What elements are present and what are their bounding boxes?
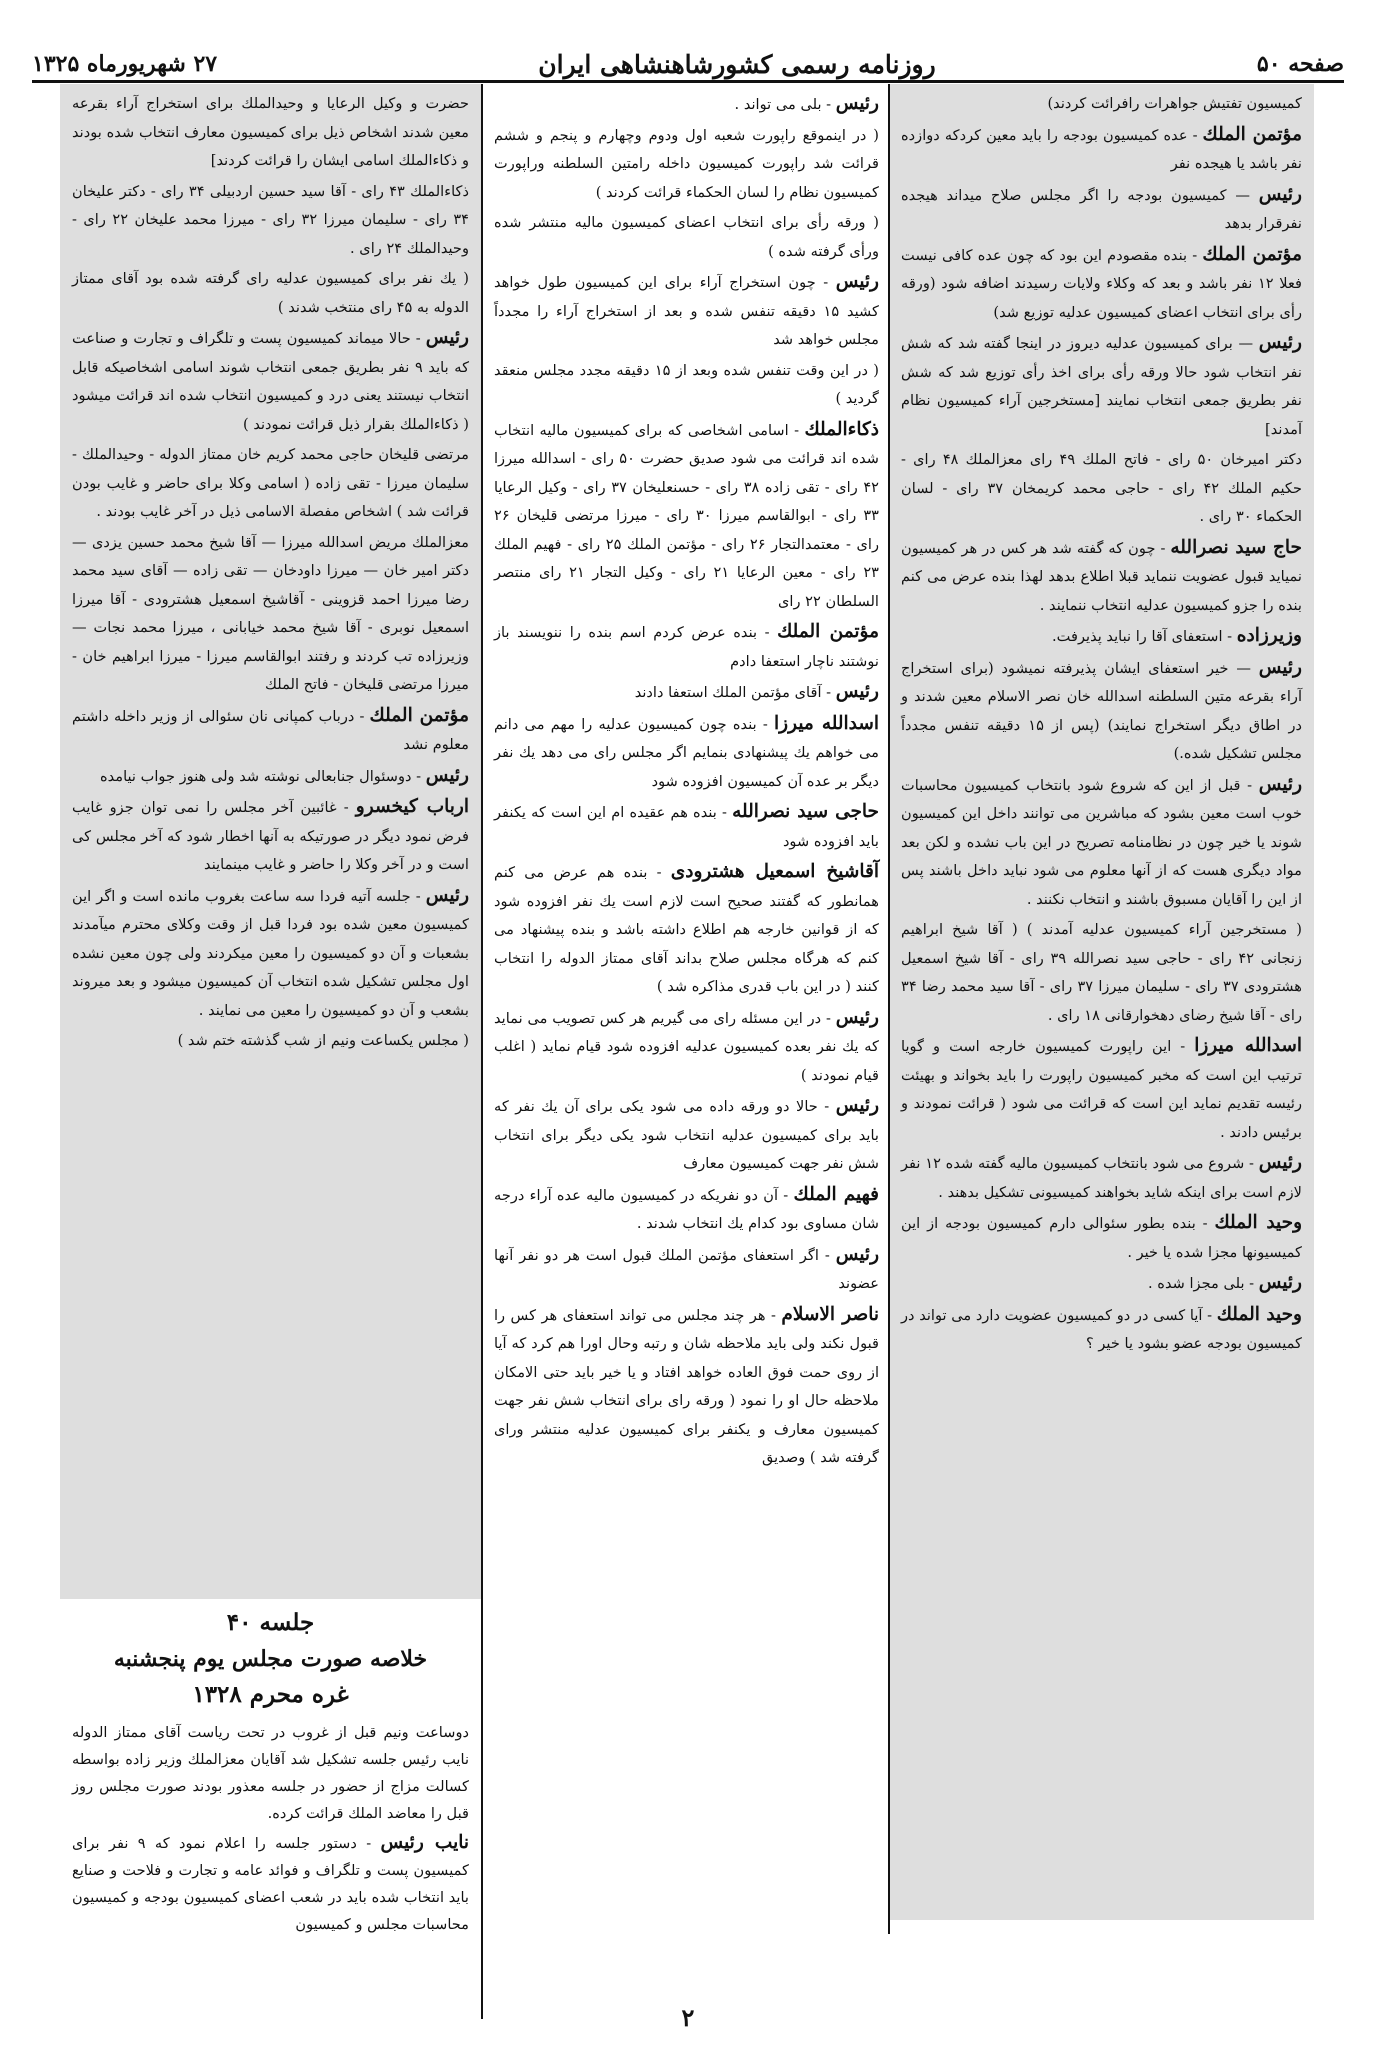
paragraph xyxy=(494,209,879,266)
speaker-name: وحید الملك xyxy=(1216,1303,1302,1325)
column-right xyxy=(889,84,1314,1920)
paragraph xyxy=(72,702,469,760)
paragraph xyxy=(494,1241,879,1299)
speaker-name: نایب رئیس xyxy=(380,1832,469,1853)
paragraph-text: - این راپورت کمیسیون خارجه است و گویا ترتیب این است که مخبر کمیسیون راپورت را باید بخواند و بهیئت رئیسه تقدیم نماید این است که قرائت می شود ( قرائت نمودند و برئیس دادند . xyxy=(901,1038,1302,1141)
paragraph xyxy=(901,1032,1302,1147)
session-heading xyxy=(72,1605,469,1713)
speaker-name: ارباب کیخسرو xyxy=(355,796,469,817)
speaker-name: رئیس xyxy=(835,1095,880,1116)
speaker-name: رئیس xyxy=(425,884,470,906)
paragraph-text: - بنده عرض کردم اسم بنده را ننویسند باز نوشتند ناچار استعفا دادم xyxy=(494,624,879,670)
paragraph-text: - درباب کمپانی نان سئوالی از وزیر داخله داشتم معلوم نشد xyxy=(72,707,469,753)
speaker-name: ناصر الاسلام xyxy=(781,1303,879,1325)
paragraph-text: - عده کمیسیون بودجه را باید معین کردکه دوازده نفر باشد یا هیجده نفر xyxy=(901,126,1302,172)
paragraph-text: - حالا میماند کمیسیون پست و تلگراف و تجارت و صناعت که باید ۹ نفر بطریق جمعی انتخاب شوند اسامی اشخاصیکه قابل انتخاب نیستند یعنی درد و کمیسیون انتخاب شده اند قرائت میشود ( ذکاءالملك بقرار ذیل قرائت نمودند ) xyxy=(72,330,470,433)
paragraph-text: - دوسئوال جنابعالی نوشته شد ولی هنوز جواب نیامده xyxy=(99,767,422,785)
paragraph-text: دکتر امیرخان ۵۰ رای - فاتح الملك ۴۹ رای معزالملك ۴۸ رای - حکیم الملك ۴۲ رای - حاجی محمد کریمخان ۳۷ رای - لسان الحکماء ۳۰ رای . xyxy=(901,451,1303,525)
paragraph-text: - بنده چون کمیسیون عدلیه را مهم می دانم می خواهم یك پیشنهادی بنمایم اگر مجلس رای می دهد یك نفر دیگر بر عده آن کمیسیون افزوده شود xyxy=(494,715,879,790)
paragraph-text: - اگر استعفای مؤتمن الملك قبول است هر دو نفر آنها عضوند xyxy=(494,1246,879,1292)
paragraph-text: — کمیسیون بودجه را اگر مجلس صلاح میداند هیجده نفرقرار بدهد xyxy=(901,186,1302,232)
paragraph-text: - قبل از این که شروع شود بانتخاب کمیسیون محاسبات خوب است معین بشود که مباشرین می توانند داخل این کمیسیون شوند یا خیر چون در نظامنامه تصریح در این باب نشده و لکن بعد مواد دیگری هست که از آنها معلوم می شود نباید داخل باشند پس از این را آقایان مسبوق باشند و انتخاب نکنند . xyxy=(901,776,1302,908)
speaker-name: رئیس xyxy=(1258,183,1302,205)
column-middle xyxy=(482,84,891,2004)
issue-date: ۲۷ شهریورماه ۱۳۲۵ xyxy=(32,51,218,77)
speaker-name: رئیس xyxy=(835,271,879,292)
paragraph-text: حضرت و وکیل الرعایا و وحیدالملك برای استخراج آراء بقرعه معین شدند اشخاص ذیل برای کمیسیون معارف انتخاب شده بودند و ذکاءالملك اسامی ایشان را قرائت کردند] xyxy=(72,95,469,169)
paragraph xyxy=(494,268,879,355)
paragraph xyxy=(901,90,1302,119)
newspaper-title: روزنامه رسمی کشورشاهنشاهی ایران xyxy=(538,49,936,79)
speaker-name: مؤتمن الملك xyxy=(1202,243,1302,265)
paragraph-text: - دستور جلسه را اعلام نمود که ۹ نفر برای کمیسیون پست و تلگراف و فوائد عامه و تجارت و فلاحت و صنایع باید انتخاب شده باید در شعب اعضای کمیسیون بودجه و کمیسیون محاسبات مجلس و کمیسیون xyxy=(72,1835,469,1933)
paragraph xyxy=(72,762,469,792)
paragraph xyxy=(901,622,1302,652)
column-divider xyxy=(481,84,483,2019)
speaker-name: آقاشیخ اسمعیل هشترودی xyxy=(670,861,879,882)
paragraph-text: - در این مسئله رای می گیریم هر کس تصویب می نماید که یك نفر بعده کمیسیون عدلیه افزوده شود قیام نماید ( اغلب قیام نمودند ) xyxy=(494,1009,879,1084)
paragraph xyxy=(494,858,879,1002)
page-marker: ۲ xyxy=(681,2003,695,2032)
paragraph-text: — برای کمیسیون عدلیه دیروز در اینجا گفته شد که شش نفر انتخاب شود حالا ورقه رأی برای اخذ رأی توزیع شد که شش نفر بطریق جمعی انتخاب نمایند [مستخرجین آراء کمیسیون نظام آمدند] xyxy=(901,335,1302,438)
paragraph xyxy=(494,1301,879,1473)
paragraph xyxy=(494,798,879,856)
speaker-name: وزیرزاده xyxy=(1236,625,1302,646)
column-left xyxy=(60,84,481,1599)
speaker-name: مؤتمن الملك xyxy=(777,621,880,642)
paragraph-text: ( مجلس یکساعت ونیم از شب گذشته ختم شد ) xyxy=(177,1032,469,1049)
paragraph xyxy=(72,324,469,439)
paragraph-text: — خیر استعفای ایشان پذیرفته نمیشود (برای استخراج آراء بقرعه متین السلطنه اسدالله خان نصر الاسلام معین شدند و در اطاق دیگر استخراج نمایند) (پس از ۱۵ دقیقه تنفس مجدداً مجلس تشکیل شده.) xyxy=(901,659,1302,762)
paragraph-text: - شروع می شود بانتخاب کمیسیون مالیه گفته شده ۱۲ نفر لازم است برای اینکه شاید بخواهند کمیسیونی تشکیل بدهند . xyxy=(901,1155,1302,1201)
paragraph-text: - بنده هم عرض می کنم همانطور که گفتند صحیح است لازم است یك نفر افزوده شود که از قوانین خارجه هم اطلاع داشته باشد و بنده پیشنهاد می کنم که هرگاه مجلس صلاح بداند آقای ممتاز الدوله را انتخاب کنند ( در این باب قدری مذاکره شد ) xyxy=(494,864,879,995)
speaker-name: رئیس xyxy=(835,1006,879,1028)
paragraph xyxy=(72,793,469,880)
paragraph-text: ذکاءالملك ۴۳ رای - آقا سید حسین اردبیلی ۳۴ رای - دکتر علیخان ۳۴ رای - سلیمان میرزا ۳۲ رای - میرزا محمد علیخان ۲۲ رای - وحیدالملك ۲۴ رای . xyxy=(72,182,470,257)
paragraph-text: - بلی می تواند . xyxy=(734,96,832,113)
speaker-name: رئیس xyxy=(1258,656,1302,678)
paragraph xyxy=(901,241,1302,328)
paragraph xyxy=(494,618,879,676)
speaker-name: فهیم الملك xyxy=(793,1183,879,1205)
paragraph-text: ( ورقه رأی برای انتخاب اعضای کمیسیون مالیه منتشر شده ورأی گرفته شده ) xyxy=(494,214,879,260)
paragraph-text: ( یك نفر برای کمیسیون عدلیه رای گرفته شده بود آقای ممتاز الدوله به ۴۵ رای منتخب شدند ) xyxy=(72,270,469,316)
paragraph-text: - هر چند مجلس می تواند استعفای هر کس را قبول نکند ولی باید ملاحظه شان و رتبه وحال اورا هم کرد که آیا از روی حمت فوق العاده خواهد افتاد و یا خیر باید حتی الامکان ملاحظه حال او را نمود ( ورقه رای برای انتخاب شش نفر جهت کمیسیون معارف و یکنفر برای کمیسیون عدلیه منتشر ورای گرفته شد ) وصدیق xyxy=(494,1306,879,1466)
paragraph xyxy=(494,416,879,617)
paragraph xyxy=(72,441,469,527)
paragraph-text: - چون که گفته شد هر کس در هر کمیسیون نمیاید قبول عضویت ننماید قبلا اطلاع بدهد لهذا بنده عرض می کنم بنده را جزو کمیسیون عدلیه انتخاب ننمایند . xyxy=(901,539,1302,614)
paragraph-text: کمیسیون تفتیش جواهرات رافرائت کردند) xyxy=(1047,95,1302,112)
paragraph xyxy=(72,882,469,1026)
header-rule xyxy=(32,80,1344,83)
session-date: غره محرم ۱۳۲۸ xyxy=(192,1681,349,1708)
paragraph-text: - اسامی اشخاصی که برای کمیسیون مالیه انتخاب شده اند قرائت می شود صدیق حضرت ۵۰ رای - اسدالله میرزا ۴۲ رای - تقی زاده ۳۸ رای - حسنعلیخان ۳۷ رای - وکیل الرعایا ۳۳ رای - ابوالقاسم میرزا ۳۰ رای - میرزا مرتضی قلیخان ۲۶ رای - معتمدالتجار ۲۶ رای - مؤتمن الملك ۲۵ رای - فهیم الملك ۲۳ رای - معین الرعایا ۲۱ رای - وکیل التجار ۲۱ رای منتصر السلطان ۲۲ رای xyxy=(494,421,879,610)
paragraph-text: مرتضی قلیخان حاجی محمد کریم خان ممتاز الدوله - وحیدالملك - سلیمان میرزا - تقی زاده ( اسامی وکلا برای حاضر و غایب بودن قرائت شد ) اشخاص مفصلة الاسامی ذیل در آخر غایب بودند . xyxy=(72,446,469,520)
paragraph xyxy=(72,1829,469,1938)
paragraph xyxy=(901,1269,1302,1299)
paragraph xyxy=(72,90,469,176)
speaker-name: ذکاءالملك xyxy=(804,418,880,440)
paragraph-text: ( در اینموقع راپورت شعبه اول ودوم وچهارم و پنجم و ششم قرائت شد راپورت کمیسیون داخله رامتین السلطنه وراپورت کمیسیون نظام را لسان الحکماء قرائت کردند ) xyxy=(494,126,879,201)
paragraph-text: - چون استخراج آراء برای این کمیسیون طول خواهد کشید ۱۵ دقیقه تنفس شده و بعد از استخراج آراء را مجدداً مجلس خواهد شد xyxy=(494,274,879,348)
speaker-name: اسدالله میرزا xyxy=(1194,1035,1302,1056)
speaker-name: مؤتمن الملك xyxy=(1202,123,1302,145)
paragraph-text: - غائبین آخر مجلس را نمی توان جزو غایب فرض نمود دیگر در صورتیکه به آنها اخطار شود که آخر مجلس کی است و در آخر وکلا را حاضر و غایب مینمایند xyxy=(72,799,469,873)
speaker-name: رئیس xyxy=(835,93,879,114)
paragraph-text: - جلسه آتیه فردا سه ساعت بغروب مانده است و اگر این کمیسیون معین شده بود فردا قبل از وقت وکلای محترم میآمدند بشعبات و آن دو کمیسیون را معین میکردند ولی چون معین نشده اول مجلس تشکیل شده انتخاب آن کمیسیون میشود و بعد میروند بشعب و آن دو کمیسیون را معین می نمایند . xyxy=(72,887,469,1019)
speaker-name: مؤتمن الملك xyxy=(369,704,469,726)
paragraph xyxy=(72,1027,469,1056)
session-title: جلسه ۴۰ xyxy=(226,1609,315,1636)
paragraph xyxy=(72,1719,469,1827)
paragraph-text: - آقای مؤتمن الملك استعفا دادند xyxy=(634,684,832,701)
paragraph-text: - بنده بطور سئوالی دارم کمیسیون بودجه از این کمیسیونها مجزا شده یا خیر . xyxy=(901,1215,1302,1261)
paragraph xyxy=(901,534,1302,621)
session-subtitle: خلاصه صورت مجلس یوم پنجشنبه xyxy=(113,1646,428,1672)
paragraph-text: - بنده مقصودم این بود که چون عده کافی نیست فعلا ۱۲ نفر باشد و بعد که وکلاء ولایات رسیدند اضافه شود (ورقه رأی برای انتخاب اعضای کمیسیون عدلیه توزیع شد) xyxy=(901,246,1302,321)
paragraph xyxy=(901,916,1302,1030)
paragraph xyxy=(494,357,879,414)
paragraph-text: - حالا دو ورقه داده می شود یکی برای آن یك نفر که باید برای کمیسیون عدلیه انتخاب شود یکی دیگر برای انتخاب شش نفر جهت کمیسیون معارف xyxy=(494,1098,879,1172)
session-summary xyxy=(60,1599,481,2023)
paragraph xyxy=(901,1209,1302,1267)
paragraph xyxy=(901,1149,1302,1207)
paragraph-text: - آیا کسی در دو کمیسیون عضویت دارد می تواند در کمیسیون بودجه عضو بشود یا خیر ؟ xyxy=(901,1306,1302,1352)
speaker-name: رئیس xyxy=(1258,773,1303,795)
paragraph-text: - بنده هم عقیده ام این است که یکنفر باید افزوده شود xyxy=(494,804,879,850)
speaker-name: رئیس xyxy=(835,1243,880,1265)
paragraph xyxy=(901,654,1302,769)
page-number: صفحه ۵۰ xyxy=(1256,51,1344,77)
paragraph xyxy=(494,1181,879,1239)
paragraph-text: - آن دو نفریکه در کمیسیون مالیه عده آراء درجه شان مساوی بود کدام یك انتخاب شدند . xyxy=(494,1186,879,1232)
paragraph xyxy=(494,678,879,708)
speaker-name: حاجی سید نصرالله xyxy=(732,801,879,822)
paragraph-text: - استعفای آقا را نباید پذیرفت. xyxy=(1052,628,1233,645)
paragraph xyxy=(494,122,879,208)
speaker-name: رئیس xyxy=(425,327,469,348)
paragraph xyxy=(901,771,1302,915)
paragraph xyxy=(72,178,469,264)
paragraph xyxy=(901,1301,1302,1359)
paragraph xyxy=(494,1092,879,1179)
speaker-name: رئیس xyxy=(1258,1272,1302,1293)
paragraph-text: - بلی مجزا شده . xyxy=(1148,1275,1255,1292)
paragraph xyxy=(72,265,469,322)
paragraph xyxy=(494,1004,879,1091)
paragraph xyxy=(901,329,1302,444)
paragraph-text: معزالملك مریض اسدالله میرزا — آقا شیخ محمد حسین یزدی — دکتر امیر خان — میرزا داودخان — تقی زاده — آقای سید محمد رضا میرزا احمد قزوینی - آقاشیخ اسمعیل هشترودی - آقا میرزا اسمعیل نوبری - آقا شیخ محمد خیابانی ، میرزا محمد نجات — وزیرزاده تب کردند و رفتند ابوالقاسم میرزا - میرزا ابراهیم خان - میرزا مرتضی قلیخان - فاتح الملك xyxy=(72,533,469,693)
paragraph xyxy=(494,710,879,797)
paragraph xyxy=(901,181,1302,239)
session-body xyxy=(72,1719,469,1938)
speaker-name: حاج سید نصرالله xyxy=(1170,536,1302,558)
paragraph xyxy=(494,90,879,120)
speaker-name: وحید الملك xyxy=(1214,1212,1303,1233)
speaker-name: رئیس xyxy=(425,764,469,786)
paragraph-text: دوساعت ونیم قبل از غروب در تحت ریاست آقای ممتاز الدوله نایب رئیس جلسه تشکیل شد آقایان معزالملك وزیر زاده بواسطه کسالت مزاج از حضور در جلسه معذور بودند صورت مجلس روز قبل را معاضد الملك قرائت کرده. xyxy=(72,1724,469,1822)
paragraph xyxy=(72,529,469,700)
speaker-name: رئیس xyxy=(1258,1152,1302,1173)
speaker-name: رئیس xyxy=(835,681,879,702)
paragraph xyxy=(901,446,1302,532)
speaker-name: رئیس xyxy=(1258,332,1302,353)
paragraph-text: ( مستخرجین آراء کمیسیون عدلیه آمدند ) ( آقا شیخ ابراهیم زنجانی ۴۲ رای - حاجی سید نصرالله ۳۹ رای - آقا شیخ اسمعیل هشترودی ۳۷ رای - سلیمان میرزا ۳۷ رای - آقا سید محمد رضا ۳۴ رای - آقا شیخ رضای دهخوارقانی ۱۸ رای . xyxy=(901,921,1302,1024)
speaker-name: اسدالله میرزا xyxy=(774,712,880,734)
paragraph-text: ( در این وقت تنفس شده وبعد از ۱۵ دقیقه مجدد مجلس منعقد گردید ) xyxy=(494,361,879,407)
paragraph xyxy=(901,121,1302,179)
